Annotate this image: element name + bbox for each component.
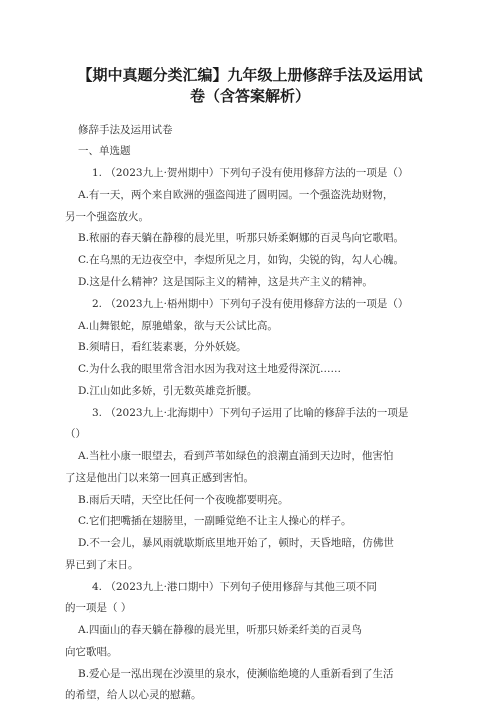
q2-option-a: A.山舞银蛇，原驰蜡象，欲与天公试比高。	[78, 320, 278, 332]
q2-option-d: D.江山如此多娇，引无数英雄竞折腰。	[78, 385, 258, 397]
q3-option-d: D.不一会儿，暴风雨就歇斯底里地开始了，顿时，天昏地暗，仿佛世	[78, 537, 394, 549]
q4-option-b: B.爱心是一泓出现在沙漠里的泉水，使濒临绝境的人重新看到了生活	[78, 668, 394, 680]
question-3-cont: （）	[65, 428, 86, 440]
q3-option-d-cont: 界已到了末日。	[65, 559, 139, 571]
q3-option-a: A.当杜小康一眼望去，看到芦苇如绿色的浪潮直涌到天边时，他害怕	[78, 450, 394, 462]
part-heading: 一、单选题	[78, 145, 131, 157]
question-3: 3. （2023九上·北海期中）下列句子运用了比喻的修辞手法的一项是	[92, 407, 409, 419]
q1-option-a: A.有一天，两个来自欧洲的强盗闯进了圆明园。一个强盗洗劫财物，	[78, 189, 394, 201]
q4-option-a-cont: 向它歌唱。	[65, 646, 118, 658]
question-4: 4. （2023九上·港口期中）下列句子使用修辞与其他三项不同	[92, 581, 377, 593]
q3-option-a-cont: 了这是他出门以来第一回真正感到害怕。	[65, 472, 254, 484]
q2-option-b: B.须晴日，看红装素裹，分外妖娆。	[78, 341, 247, 353]
section-heading: 修辞手法及运用试卷	[78, 124, 173, 136]
document-title-line-1: 【期中真题分类汇编】九年级上册修辞手法及运用试	[77, 66, 423, 84]
q1-option-b: B.秾丽的春天躺在静穆的晨光里，听那只娇柔婀娜的百灵鸟向它歌唱。	[78, 232, 405, 244]
q4-option-b-cont: 的希望，给人以心灵的慰藉。	[65, 689, 202, 701]
q1-option-d: D.这是什么精神？这是国际主义的精神，这是共产主义的精神。	[78, 276, 373, 288]
q3-option-b: B.雨后天晴，天空比任何一个夜晚都要明亮。	[78, 494, 289, 506]
q4-option-a: A.四面山的春天躺在静穆的晨光里，听那只娇柔纤美的百灵鸟	[78, 624, 362, 636]
q1-option-a-cont: 另一个强盗放火。	[65, 211, 149, 223]
q2-option-c: C.为什么我的眼里常含泪水因为我对这土地爱得深沉……	[78, 363, 341, 375]
question-1: 1. （2023九上·贺州期中）下列句子没有使用修辞方法的一项是（）	[92, 167, 409, 179]
question-4-cont: 的一项是（ ）	[65, 602, 132, 614]
q3-option-c: C.它们把嘴插在翅膀里，一副睡觉绝不让主人操心的样子。	[78, 515, 352, 527]
document-title-line-2: 卷（含答案解析）	[189, 87, 310, 105]
question-2: 2. （2023九上·梧州期中）下列句子没有使用修辞方法的一项是（）	[92, 298, 409, 310]
q1-option-c: C.在乌黑的无边夜空中，李煜所见之月，如钩，尖锐的钩，勾人心魄。	[78, 254, 404, 266]
